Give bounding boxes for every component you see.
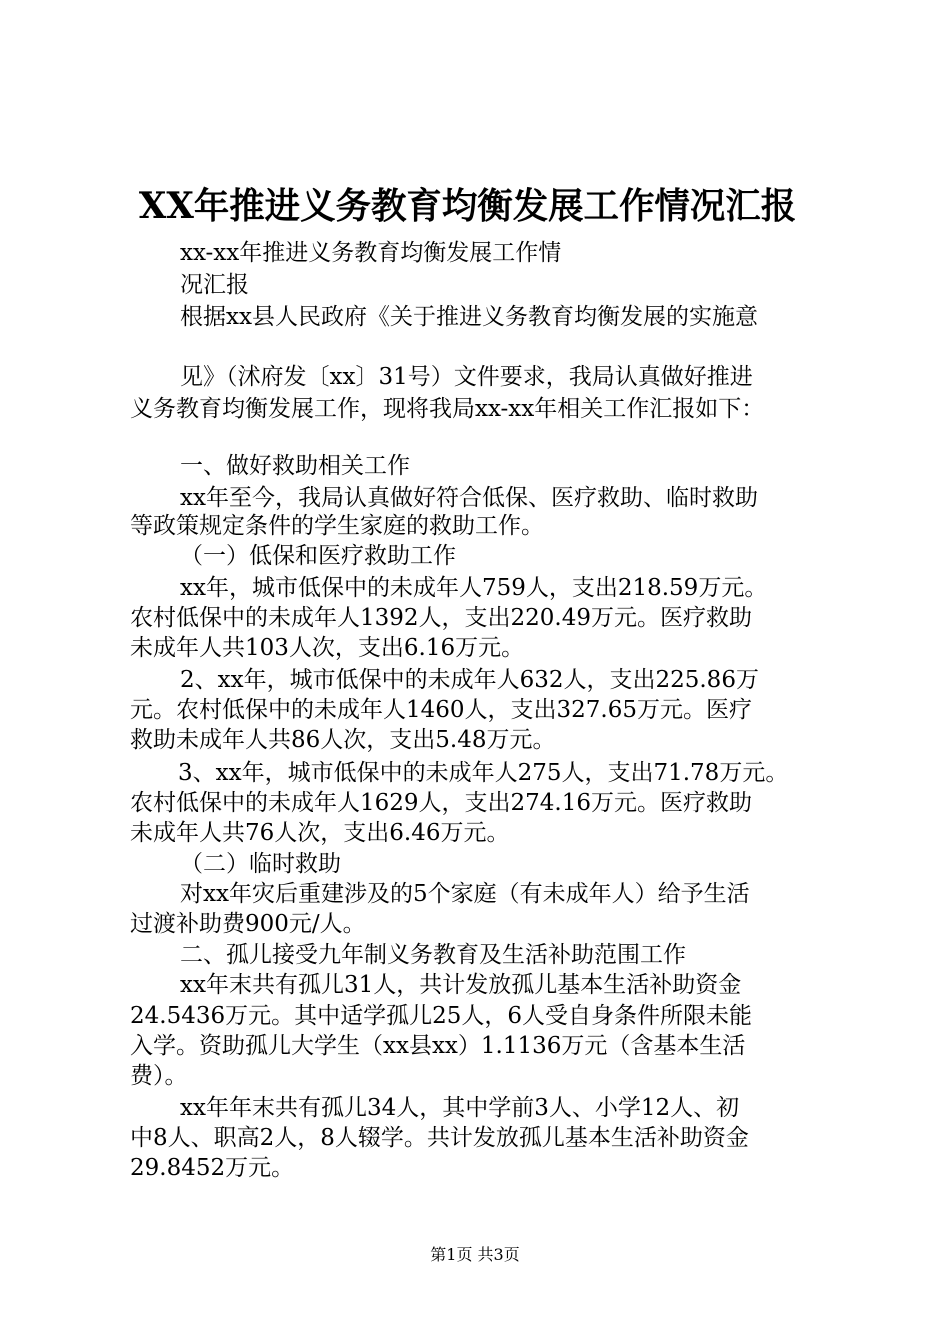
text-line: xx年年末共有孤儿34人，其中学前3人、小学12人、初 [180, 1095, 740, 1121]
text-line: 见》（沭府发〔xx〕31号）文件要求，我局认真做好推进 [180, 364, 753, 390]
text-line: 农村低保中的未成年人1629人，支出274.16万元。医疗救助 [130, 790, 753, 816]
text-line: 对xx年灾后重建涉及的5个家庭（有未成年人）给予生活 [180, 881, 750, 907]
text-line: 根据xx县人民政府《关于推进义务教育均衡发展的实施意 [180, 304, 758, 330]
text-line: xx-xx年推进义务教育均衡发展工作情 [180, 240, 562, 266]
text-line: 入学。资助孤儿大学生（xx县xx）1.1136万元（含基本生活 [130, 1033, 746, 1059]
text-line: 救助未成年人共86人次，支出5.48万元。 [130, 727, 556, 753]
text-line: 过渡补助费900元/人。 [130, 911, 366, 937]
section-heading: 二、孤儿接受九年制义务教育及生活补助范围工作 [180, 942, 686, 968]
text-line: 24.5436万元。其中适学孤儿25人，6人受自身条件所限未能 [130, 1003, 753, 1029]
text-line: xx年，城市低保中的未成年人759人，支出218.59万元。 [180, 575, 768, 601]
text-line: xx年末共有孤儿31人，共计发放孤儿基本生活补助资金 [180, 972, 742, 998]
text-line: 义务教育均衡发展工作，现将我局xx-xx年相关工作汇报如下： [130, 396, 765, 422]
text-line: 3、xx年，城市低保中的未成年人275人，支出71.78万元。 [178, 760, 789, 786]
subsection-heading: （二）临时救助 [180, 851, 341, 877]
text-line: 29.8452万元。 [130, 1155, 295, 1181]
text-line: 未成年人共103人次，支出6.16万元。 [130, 635, 525, 661]
page-footer: 第1页 共3页 [430, 1245, 520, 1264]
text-line: 中8人、职高2人，8人辍学。共计发放孤儿基本生活补助资金 [130, 1125, 749, 1151]
text-line: 等政策规定条件的学生家庭的救助工作。 [130, 513, 544, 539]
document-title: XX年推进义务教育均衡发展工作情况汇报 [138, 185, 797, 227]
text-line: 未成年人共76人次，支出6.46万元。 [130, 820, 510, 846]
text-line: 农村低保中的未成年人1392人，支出220.49万元。医疗救助 [130, 605, 753, 631]
text-line: xx年至今，我局认真做好符合低保、医疗救助、临时救助 [180, 485, 758, 511]
section-heading: 一、做好救助相关工作 [180, 453, 410, 479]
text-line: 费）。 [130, 1063, 188, 1089]
text-line: 元。农村低保中的未成年人1460人，支出327.65万元。医疗 [130, 697, 753, 723]
text-line: 况汇报 [180, 272, 249, 298]
text-line: 2、xx年，城市低保中的未成年人632人，支出225.86万 [180, 667, 759, 693]
subsection-heading: （一）低保和医疗救助工作 [180, 543, 456, 569]
